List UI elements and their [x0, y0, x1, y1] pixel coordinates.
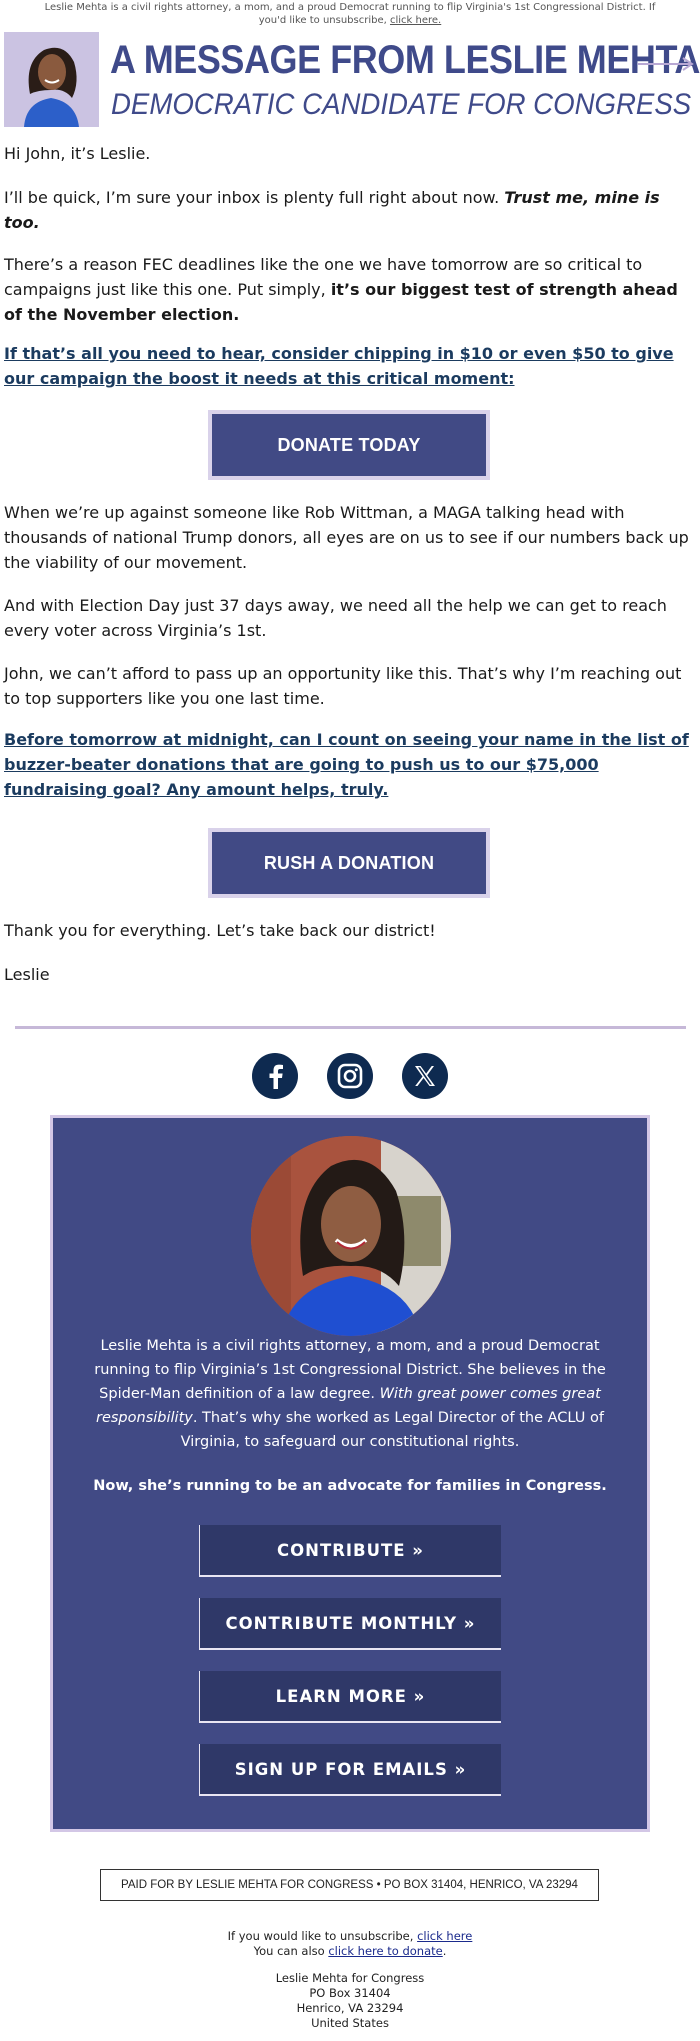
divider [15, 1026, 686, 1029]
signature: Leslie [4, 965, 50, 984]
header-subtitle: DEMOCRATIC CANDIDATE FOR CONGRESS [111, 88, 692, 121]
paragraph-intro: I’ll be quick, I’m sure your inbox is plenty full right about now. Trust me, mine is too. [4, 188, 660, 232]
preheader-unsubscribe-link[interactable]: click here. [389, 15, 442, 26]
email-header [4, 32, 700, 127]
paragraph-opponent: When we’re up against someone like Rob Wittman, a MAGA talking head with thousands of national Trump donors, all eyes are on us to see if our numbers back up the viability of our movement. [4, 503, 689, 572]
bold-text: it’s our biggest test of strength ahead of the November election. [4, 280, 678, 324]
contribute-button[interactable]: CONTRIBUTE » [199, 1525, 501, 1577]
bio-tagline: Now, she’s running to be an advocate for families in Congress. [93, 1478, 607, 1494]
donate-today-button[interactable]: DONATE TODAY [212, 414, 486, 476]
donate-link-2-wrap [4, 727, 694, 802]
emphasis-text: Trust me, mine is too. [4, 188, 660, 232]
preheader [0, 0, 700, 27]
preheader-text: Leslie Mehta is a civil rights attorney, a mom, and a proud Democrat running to flip Virginia's 1st Congressional District. If you'd like to unsubscribe, [44, 2, 656, 26]
instagram-icon[interactable] [327, 1053, 373, 1099]
candidate-header-photo [4, 32, 99, 127]
bio-description: Leslie Mehta is a civil rights attorney, a mom, and a proud Democrat running to flip Virginia’s 1st Congressional District. She believes in the Spider-Man definition of a law degree. With great power comes great responsibility. That’s why she worked as Legal Director of the ACLU of Virginia, to safeguard our constitutional rights. [94, 1338, 606, 1450]
donate-link-2[interactable]: Before tomorrow at midnight, can I count on seeing your name in the list of buzzer-beater donations that are going to push us to our $75,000 fundraising goal? Any amount helps, truly. [4, 730, 689, 799]
x-icon[interactable] [402, 1053, 448, 1099]
unsubscribe-link[interactable]: click here [417, 1929, 473, 1943]
arrow-right-icon [638, 57, 694, 71]
unsubscribe-line: If you would like to unsubscribe, click here [227, 1929, 473, 1943]
paid-for-disclaimer: PAID FOR BY LESLIE MEHTA FOR CONGRESS • PO BOX 31404, HENRICO, VA 23294 [100, 1869, 599, 1901]
paragraph-election-day: And with Election Day just 37 days away, we need all the help we can get to reach every voter across Virginia’s 1st. [4, 596, 667, 640]
donate-today-button-frame [208, 410, 490, 480]
footer-donate-link[interactable]: click here to donate [328, 1944, 443, 1958]
learn-more-button[interactable]: LEARN MORE » [199, 1671, 501, 1723]
rush-donation-button[interactable]: RUSH A DONATION [212, 832, 486, 894]
rush-donation-button-frame [208, 828, 490, 898]
closing-line: Thank you for everything. Let’s take back our district! [4, 921, 436, 940]
bio-emphasis: With great power comes great responsibility [96, 1386, 601, 1426]
candidate-bio-photo [251, 1136, 451, 1336]
donate-line: You can also click here to donate. [253, 1944, 447, 1958]
paragraph-opportunity: John, we can’t afford to pass up an opportunity like this. That’s why I’m reaching out to top supporters like you one last time. [4, 664, 682, 708]
donate-link-1-wrap [4, 341, 694, 391]
facebook-icon[interactable] [252, 1053, 298, 1099]
mailing-address: Leslie Mehta for Congress PO Box 31404 Henrico, VA 23294 United States [275, 1971, 425, 2030]
donate-link-1[interactable]: If that’s all you need to hear, consider chipping in $10 or even $50 to give our campaign the boost it needs at this critical moment: [4, 344, 674, 388]
greeting: Hi John, it’s Leslie. [4, 144, 151, 163]
sign-up-emails-button[interactable]: SIGN UP FOR EMAILS » [199, 1744, 501, 1796]
contribute-monthly-button[interactable]: CONTRIBUTE MONTHLY » [199, 1598, 501, 1650]
header-title: A MESSAGE FROM LESLIE MEHTA [110, 38, 700, 82]
paragraph-fec: There’s a reason FEC deadlines like the one we have tomorrow are so critical to campaigns just like this one. Put simply, it’s our biggest test of strength ahead of the November election. [4, 255, 678, 324]
bio-panel [50, 1115, 650, 1832]
